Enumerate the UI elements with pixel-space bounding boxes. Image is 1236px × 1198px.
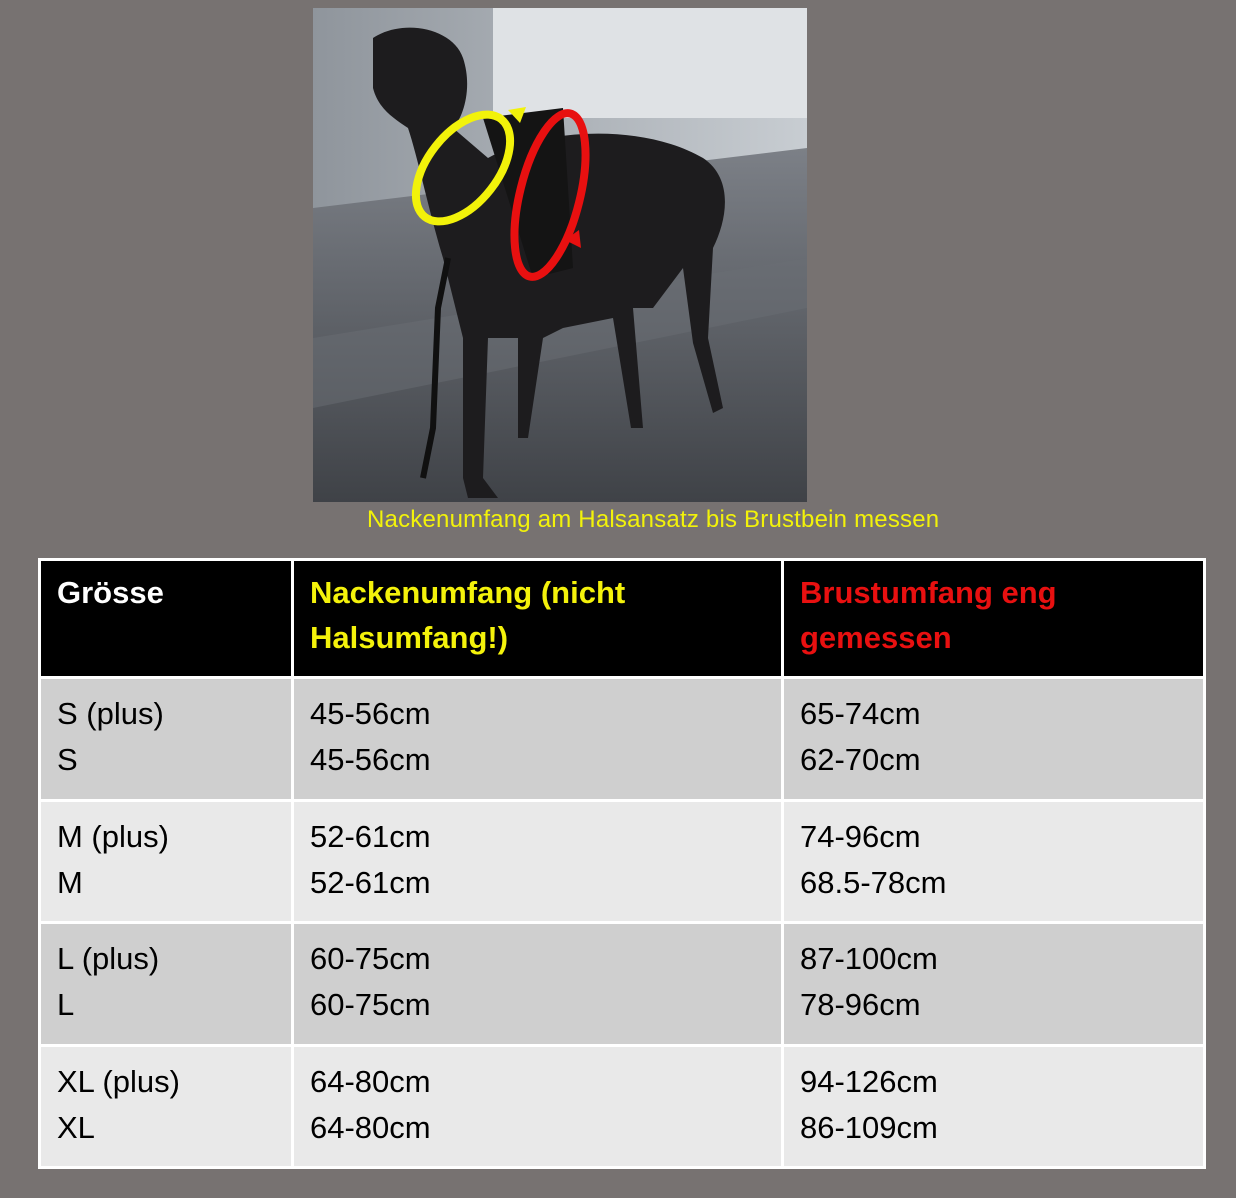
chest-value: 65-74cm <box>800 696 921 731</box>
size-label: M <box>57 864 83 900</box>
size-label: L <box>57 987 75 1022</box>
size-label: S (plus) <box>57 696 164 731</box>
chest-cell <box>783 800 1205 923</box>
neck-value: 60-75cm <box>310 987 431 1022</box>
neck-value: 52-61cm <box>310 818 431 854</box>
table-row <box>40 800 1205 923</box>
header-size: Grösse <box>40 560 293 678</box>
neck-value: 45-56cm <box>310 742 431 777</box>
dog-photo-illustration <box>313 8 807 502</box>
neck-value: 52-61cm <box>310 864 431 900</box>
size-label: L (plus) <box>57 941 160 976</box>
size-cell <box>40 800 293 923</box>
measurement-caption: Nackenumfang am Halsansatz bis Brustbein messen <box>367 506 940 533</box>
table-header-row <box>40 560 1205 678</box>
dog-harness-photo <box>313 8 807 502</box>
neck-value: 64-80cm <box>310 1063 431 1099</box>
chest-value: 86-109cm <box>800 1109 938 1145</box>
header-chest-circumference: Brustumfang eng gemessen <box>783 560 1205 678</box>
table-row <box>40 1045 1205 1168</box>
table-row <box>40 923 1205 1046</box>
size-label: M (plus) <box>57 818 169 854</box>
neck-cell <box>293 678 783 801</box>
chest-value: 74-96cm <box>800 818 921 854</box>
neck-value: 64-80cm <box>310 1109 431 1145</box>
chest-cell <box>783 923 1205 1046</box>
size-cell <box>40 1045 293 1168</box>
table-row <box>40 678 1205 801</box>
neck-value: 45-56cm <box>310 696 431 731</box>
header-neck-circumference: Nackenumfang (nicht Halsumfang!) <box>293 560 783 678</box>
chest-cell <box>783 678 1205 801</box>
neck-cell <box>293 923 783 1046</box>
size-cell <box>40 678 293 801</box>
chest-value: 87-100cm <box>800 941 938 976</box>
chest-cell <box>783 1045 1205 1168</box>
size-label: S <box>57 742 78 777</box>
neck-value: 60-75cm <box>310 941 431 976</box>
size-label: XL (plus) <box>57 1063 180 1099</box>
chest-value: 78-96cm <box>800 987 921 1022</box>
size-chart-table <box>38 558 1206 1169</box>
chest-value: 62-70cm <box>800 742 921 777</box>
size-label: XL <box>57 1109 95 1145</box>
chest-value: 94-126cm <box>800 1063 938 1099</box>
chest-value: 68.5-78cm <box>800 864 947 900</box>
neck-cell <box>293 800 783 923</box>
neck-cell <box>293 1045 783 1168</box>
size-cell <box>40 923 293 1046</box>
